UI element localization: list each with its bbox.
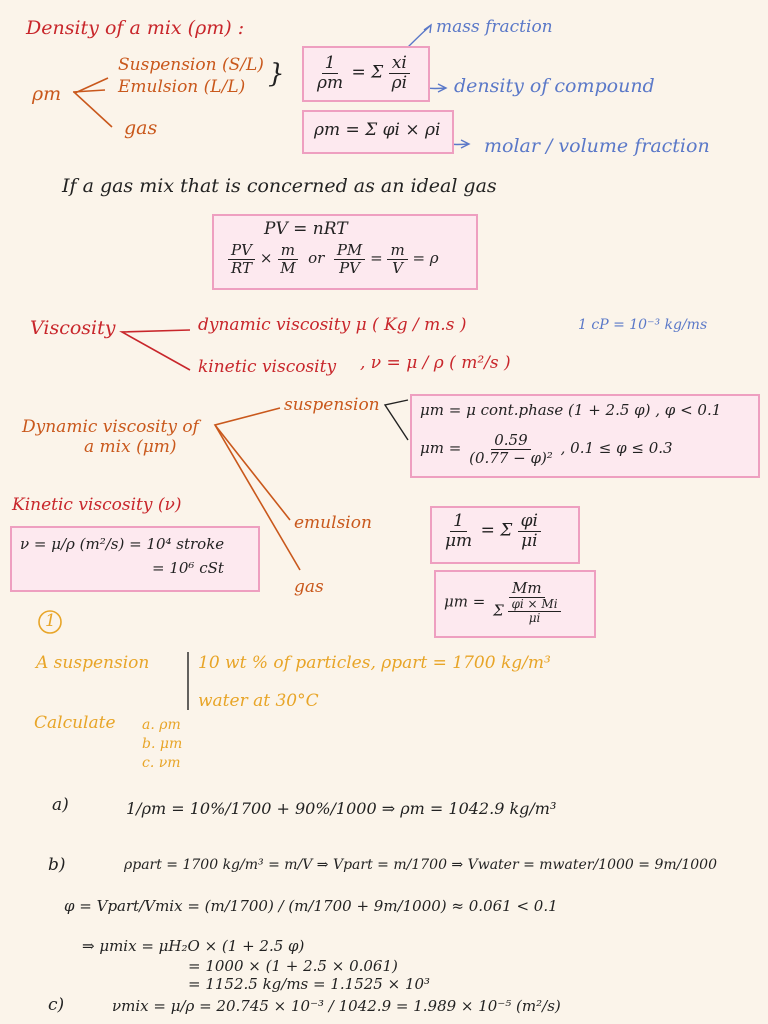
gas-visc-inner-den: μi bbox=[528, 610, 541, 625]
calc-item-b: b. μm bbox=[142, 736, 183, 752]
susp-eq2-cond: , 0.1 ≤ φ ≤ 0.3 bbox=[560, 439, 673, 457]
problem-label: A suspension bbox=[36, 653, 150, 673]
susp-eq2-lhs: μm = bbox=[420, 439, 462, 457]
emul-lhs-den: μm bbox=[445, 530, 473, 551]
emul-frac-num: φi bbox=[518, 512, 541, 532]
ideal-gas-box bbox=[212, 214, 478, 290]
density-title: Density of a mix (ρm) : bbox=[26, 17, 245, 39]
ig-times: × bbox=[259, 249, 273, 267]
calc-item-a: a. ρm bbox=[142, 717, 181, 733]
ideal-gas-intro: If a gas mix that is concerned as an ideal gas bbox=[62, 175, 497, 197]
gas-visc-inner-num: φi × Mi bbox=[508, 598, 560, 612]
formula1-lhs-den: ρm bbox=[317, 72, 344, 93]
solution-c-line: νmix = μ/ρ = 20.745 × 10⁻³ / 1042.9 = 1.989 × 10⁻⁵ (m²/s) bbox=[112, 997, 561, 1015]
emul-rhs: = Σ bbox=[480, 520, 513, 541]
solution-a-label: a) bbox=[52, 795, 69, 815]
formula1-frac-num: xi bbox=[389, 54, 410, 74]
solution-b-line2: φ = Vpart/Vmix = (m/1700) / (m/1700 + 9m/1000) ≈ 0.061 < 0.1 bbox=[64, 897, 558, 915]
branch-gas-visc: gas bbox=[294, 577, 324, 597]
branch-suspension: Suspension (S/L) bbox=[118, 55, 264, 75]
formula1-lhs-num: 1 bbox=[322, 54, 339, 74]
solution-b-line4: = 1000 × (1 + 2.5 × 0.061) bbox=[188, 957, 398, 975]
note-density-compound: density of compound bbox=[454, 75, 655, 97]
gas-visc-num: Mm bbox=[509, 580, 545, 598]
branch-emulsion: Emulsion (L/L) bbox=[118, 77, 246, 97]
solution-b-label: b) bbox=[48, 855, 66, 875]
calculate-label: Calculate bbox=[34, 713, 116, 733]
susp-eq2-num: 0.59 bbox=[491, 432, 530, 450]
ig-pv2: PV bbox=[339, 258, 361, 277]
branch-gas: gas bbox=[124, 117, 158, 139]
kin-line2: = 10⁶ cSt bbox=[152, 559, 224, 577]
gas-viscosity-box bbox=[434, 570, 596, 638]
note-mass-fraction: mass fraction bbox=[436, 17, 553, 37]
susp-eq1: μm = μ cont.phase (1 + 2.5 φ) , φ < 0.1 bbox=[420, 401, 722, 419]
ig-m2: m bbox=[387, 242, 407, 260]
ig-M: M bbox=[280, 258, 296, 277]
note-molar-fraction: molar / volume fraction bbox=[484, 135, 710, 157]
ideal-gas-line1: PV = nRT bbox=[264, 219, 348, 239]
kinetic-formula: , ν = μ / ρ ( m²/s ) bbox=[360, 353, 511, 373]
ig-rt: RT bbox=[231, 258, 253, 277]
viscosity-title: Viscosity bbox=[30, 317, 116, 339]
formula1-frac-den: ρi bbox=[391, 72, 408, 93]
ig-rho: = ρ bbox=[412, 249, 439, 267]
solution-a-line: 1/ρm = 10%/1700 + 90%/1000 ⇒ ρm = 1042.9 kg/m³ bbox=[126, 799, 557, 818]
problem-line1: 10 wt % of particles, ρpart = 1700 kg/m³ bbox=[198, 653, 551, 673]
dynamic-viscosity: dynamic viscosity μ ( Kg / m.s ) bbox=[198, 315, 467, 335]
rho-m-symbol: ρm bbox=[32, 83, 62, 105]
kinetic-viscosity-box bbox=[10, 526, 260, 592]
emul-lhs-num: 1 bbox=[450, 512, 467, 532]
ig-pv: PV bbox=[228, 242, 255, 260]
solution-b-line1: ρpart = 1700 kg/m³ = m/V ⇒ Vpart = m/1700 ⇒ Vwater = mwater/1000 = 9m/1000 bbox=[124, 857, 717, 873]
solution-c-label: c) bbox=[48, 995, 65, 1015]
ig-or: or bbox=[308, 249, 325, 267]
ig-eq: = bbox=[370, 249, 383, 267]
formula2: ρm = Σ φi × ρi bbox=[314, 120, 441, 140]
branch-emulsion-visc: emulsion bbox=[294, 513, 372, 533]
mix-viscosity-title-2: a mix (μm) bbox=[84, 437, 177, 457]
suspension-viscosity-box bbox=[410, 394, 760, 478]
brace-icon: } bbox=[268, 59, 285, 89]
kinetic-viscosity: kinetic viscosity bbox=[198, 357, 337, 377]
formula1-rhs: = Σ bbox=[351, 62, 384, 83]
solution-b-line3: ⇒ μmix = μH₂O × (1 + 2.5 φ) bbox=[82, 937, 305, 955]
formula-box-volume-fraction bbox=[302, 110, 454, 154]
solution-b-line5: = 1152.5 kg/ms = 1.1525 × 10³ bbox=[188, 975, 431, 993]
ig-m: m bbox=[278, 242, 298, 260]
emulsion-viscosity-box bbox=[430, 506, 580, 564]
mix-viscosity-title-1: Dynamic viscosity of bbox=[22, 417, 199, 437]
branch-suspension-visc: suspension bbox=[284, 395, 380, 415]
emul-frac-den: μi bbox=[521, 530, 538, 551]
problem-line2: water at 30°C bbox=[198, 691, 319, 711]
cp-note: 1 cP = 10⁻³ kg/ms bbox=[578, 317, 708, 333]
gas-visc-sigma: Σ bbox=[493, 601, 504, 620]
problem-number: 1 bbox=[45, 611, 56, 631]
calc-item-c: c. νm bbox=[142, 755, 181, 771]
kinetic-viscosity-title: Kinetic viscosity (ν) bbox=[12, 495, 182, 515]
kin-line1: ν = μ/ρ (m²/s) = 10⁴ stroke bbox=[20, 535, 225, 553]
ig-v: V bbox=[392, 258, 403, 277]
formula-box-mass-fraction bbox=[302, 46, 430, 102]
ig-pm: PM bbox=[334, 242, 365, 260]
gas-visc-lhs: μm = bbox=[444, 592, 486, 611]
susp-eq2-den: (0.77 − φ)² bbox=[469, 448, 553, 467]
